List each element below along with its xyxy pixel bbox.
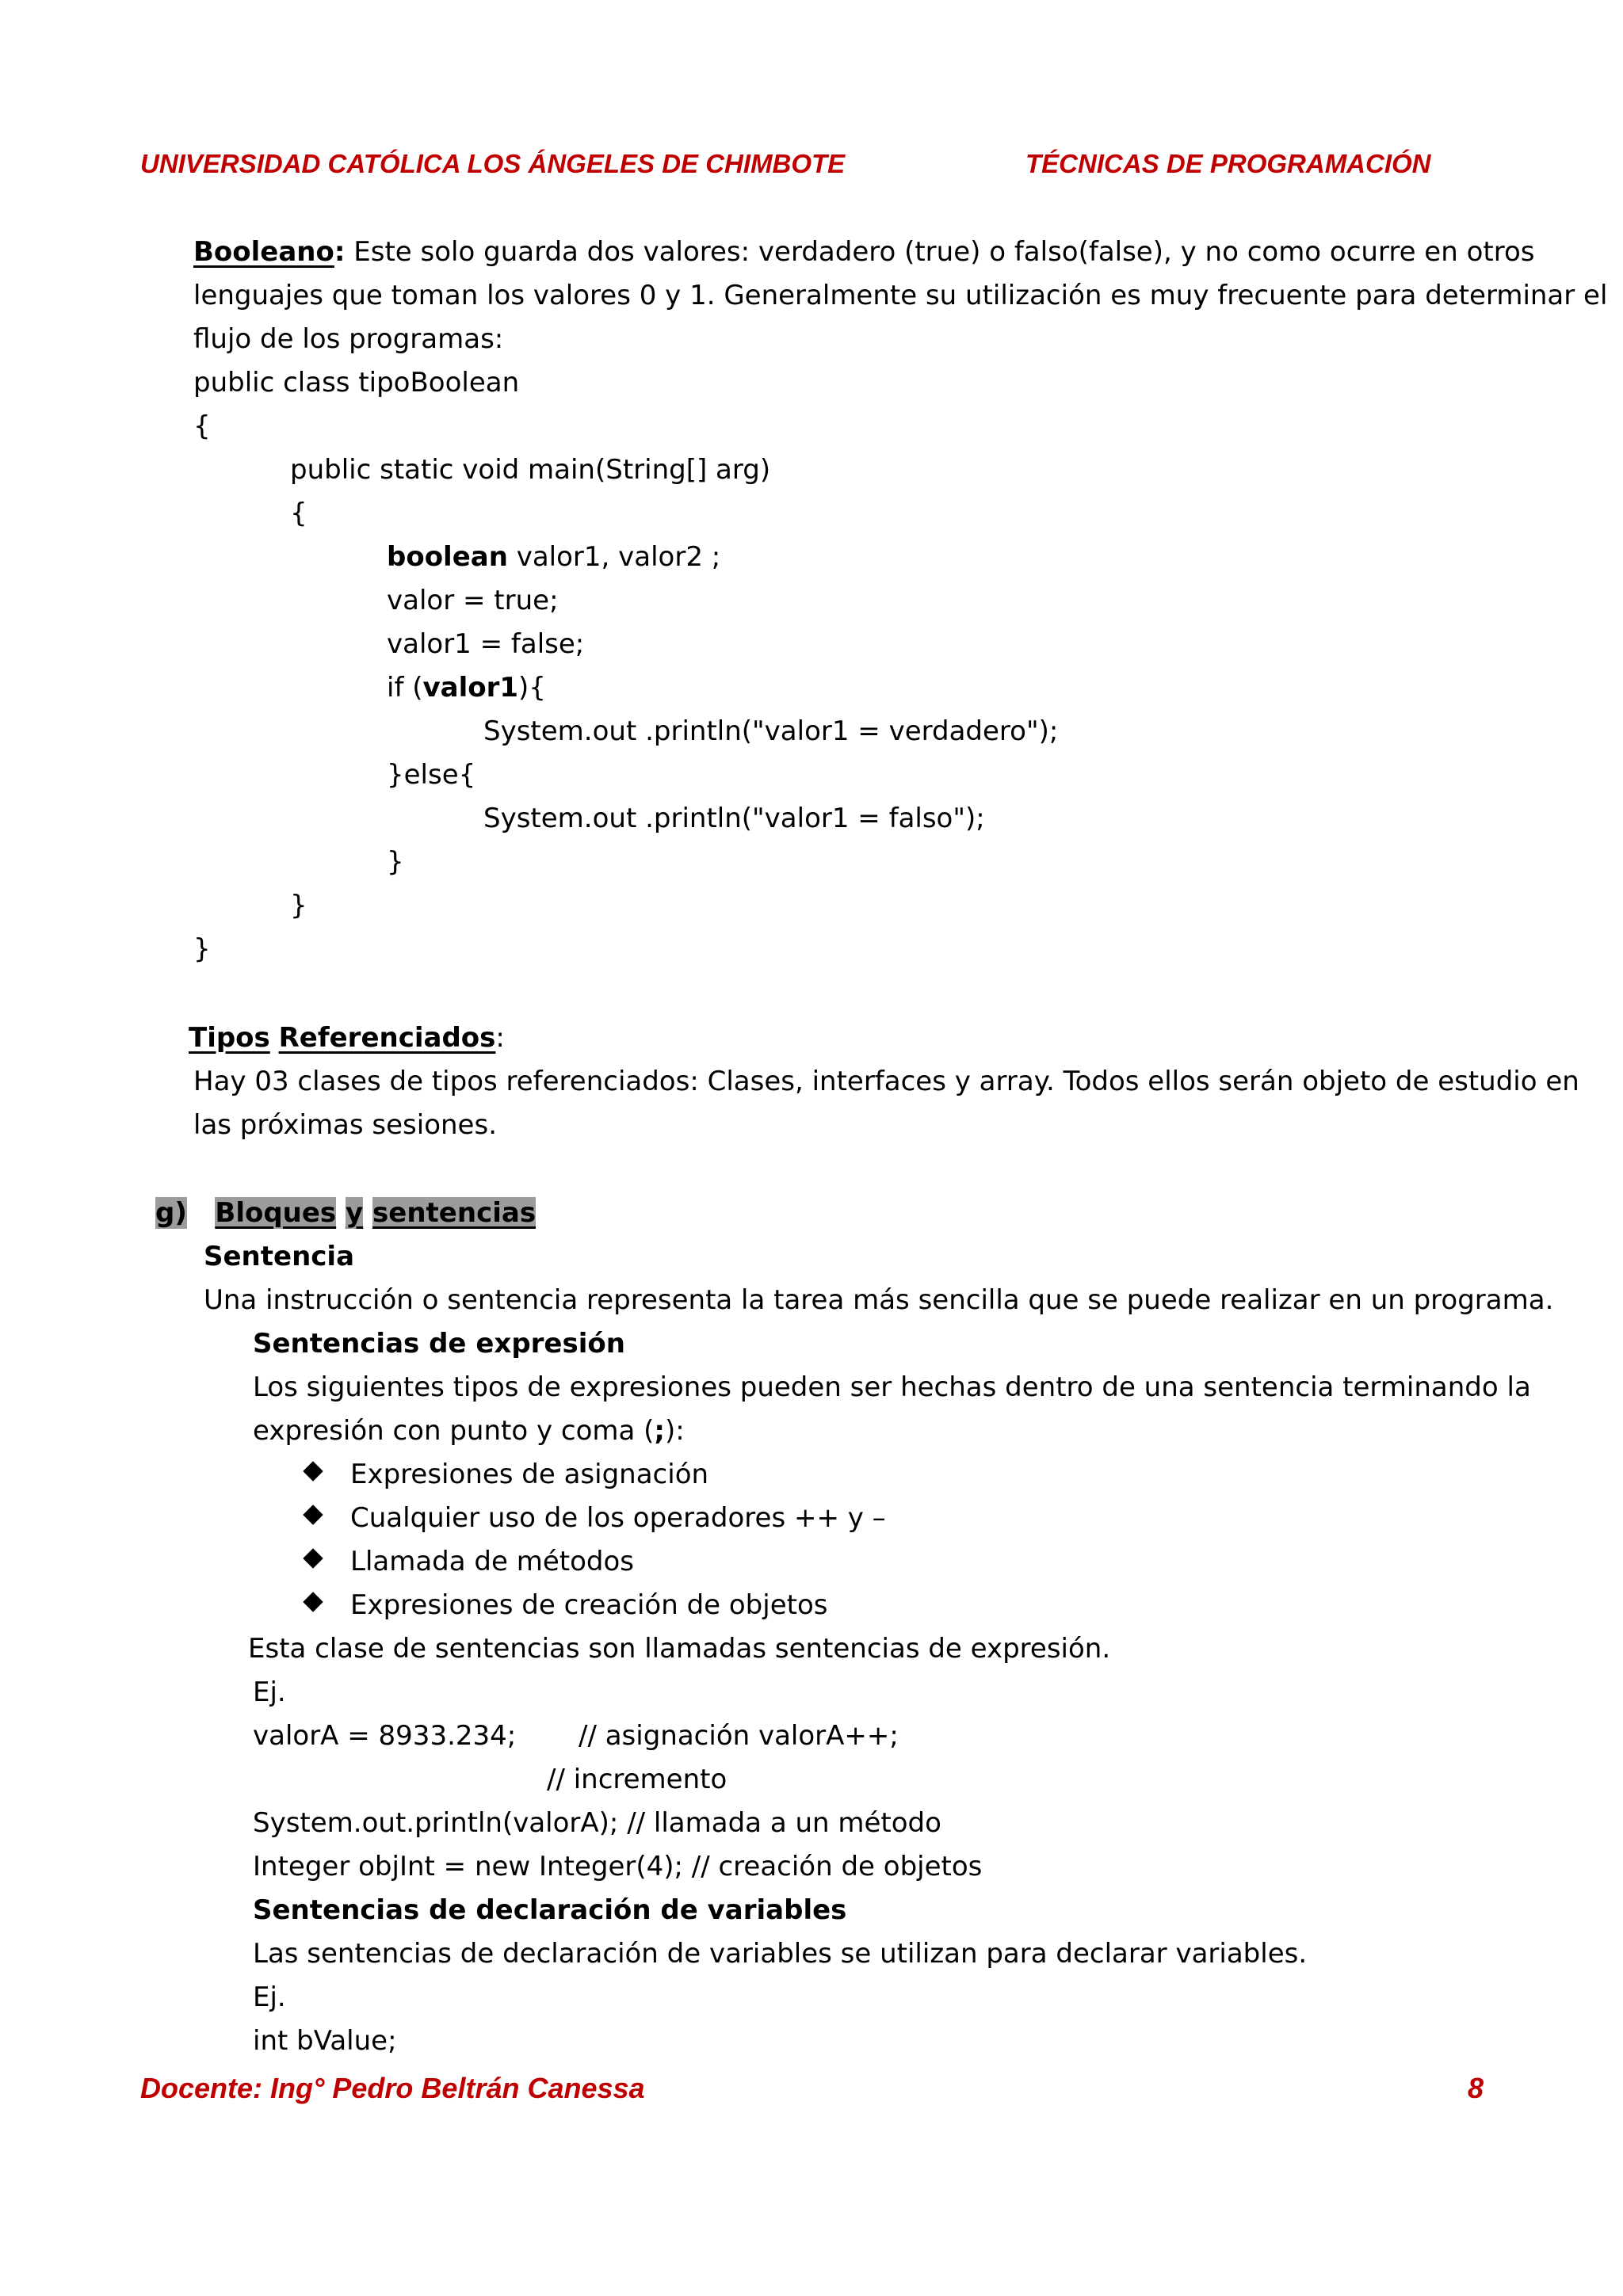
booleano-line-3: flujo de los programas: — [193, 323, 504, 355]
code-line: public class tipoBoolean — [193, 367, 520, 399]
diamond-bullet-icon — [303, 1548, 323, 1568]
header-course: TÉCNICAS DE PROGRAMACIÓN — [1025, 149, 1431, 178]
bullet-item: Expresiones de asignación — [350, 1459, 709, 1490]
code-line: System.out .println("valor1 = verdadero"); — [483, 715, 1059, 747]
code-line: } — [290, 890, 307, 921]
example-code: Integer objInt = new Integer(4); // creación de objetos — [253, 1851, 983, 1882]
example-label: Ej. — [253, 1981, 286, 2013]
expresion-text-line-2: expresión con punto y coma (;): — [253, 1415, 685, 1447]
expresion-text-line-1: Los siguientes tipos de expresiones pueden ser hechas dentro de una sentencia terminando la — [253, 1371, 1531, 1403]
code-line: }else{ — [387, 759, 476, 791]
section-g-heading: g) Bloques y sentencias — [155, 1197, 537, 1229]
code-line: } — [387, 846, 404, 878]
footer-teacher: Docente: Ing° Pedro Beltrán Canessa — [140, 2072, 645, 2104]
sentencia-text: Una instrucción o sentencia representa la tarea más sencilla que se puede realizar en un programa. — [204, 1284, 1554, 1316]
header-university: UNIVERSIDAD CATÓLICA LOS ÁNGELES DE CHIMBOTE — [140, 149, 846, 178]
booleano-term: Booleano — [193, 236, 334, 268]
tipos-text-line-2: las próximas sesiones. — [193, 1109, 497, 1141]
code-line: boolean valor1, valor2 ; — [387, 541, 721, 573]
bullet-item: Llamada de métodos — [350, 1546, 634, 1577]
expresion-title: Sentencias de expresión — [253, 1328, 625, 1360]
declaracion-title: Sentencias de declaración de variables — [253, 1894, 847, 1926]
diamond-bullet-icon — [303, 1592, 323, 1611]
sentencia-title: Sentencia — [204, 1241, 355, 1272]
example-code: System.out.println(valorA); // llamada a un método — [253, 1807, 941, 1839]
code-line: public static void main(String[] arg) — [290, 454, 771, 486]
code-line: } — [193, 933, 211, 965]
tipos-heading: Tipos Referenciados: — [189, 1022, 505, 1054]
code-line: { — [193, 410, 211, 442]
diamond-bullet-icon — [303, 1505, 323, 1524]
tipos-text-line-1: Hay 03 clases de tipos referenciados: Clases, interfaces y array. Todos ellos serán objeto de estudio en — [193, 1066, 1579, 1097]
booleano-line-1: Booleano: Este solo guarda dos valores: verdadero (true) o falso(false), y no como ocurre en otros — [193, 236, 1535, 268]
expresion-closing: Esta clase de sentencias son llamadas sentencias de expresión. — [248, 1633, 1111, 1665]
example-code: valorA = 8933.234; — [253, 1720, 517, 1752]
example-label: Ej. — [253, 1676, 286, 1708]
example-comment: // incremento — [547, 1764, 727, 1795]
code-line: valor1 = false; — [387, 628, 585, 660]
diamond-bullet-icon — [303, 1461, 323, 1481]
bullet-item: Expresiones de creación de objetos — [350, 1589, 828, 1621]
code-line: if (valor1){ — [387, 672, 546, 704]
booleano-line-2: lenguajes que toman los valores 0 y 1. Generalmente su utilización es muy frecuente para determinar el — [193, 280, 1608, 311]
section-marker: g) — [155, 1197, 187, 1229]
example-comment: // asignación valorA++; — [579, 1720, 899, 1752]
page-number: 8 — [1468, 2072, 1484, 2104]
declaracion-text: Las sentencias de declaración de variables se utilizan para declarar variables. — [253, 1938, 1308, 1970]
code-line: { — [290, 498, 307, 529]
example-code: int bValue; — [253, 2025, 397, 2057]
code-line: valor = true; — [387, 585, 559, 616]
bullet-item: Cualquier uso de los operadores ++ y – — [350, 1502, 886, 1534]
code-line: System.out .println("valor1 = falso"); — [483, 803, 985, 834]
